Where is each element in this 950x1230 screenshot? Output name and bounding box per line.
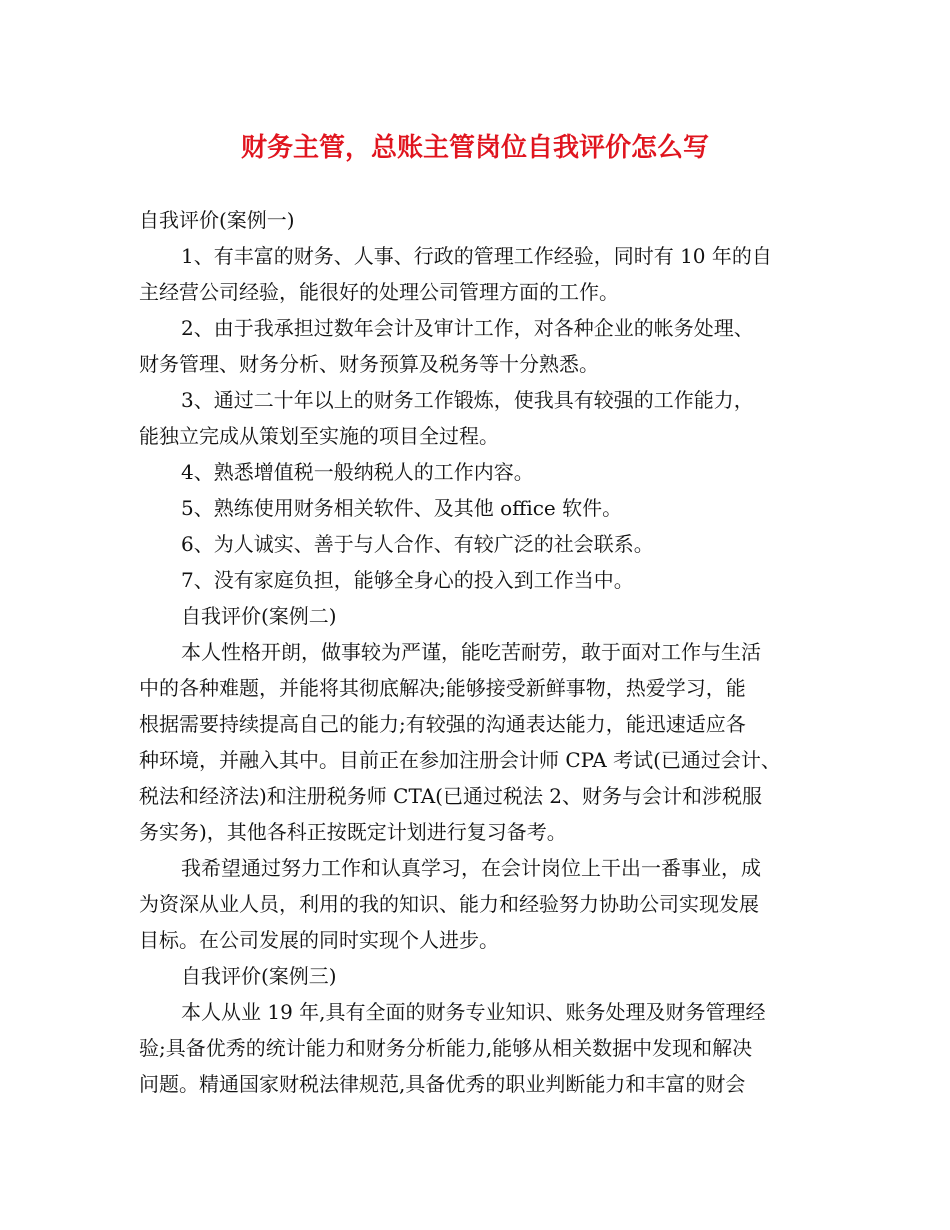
document-line: 3、通过二十年以上的财务工作锻炼，使我具有较强的工作能力， xyxy=(181,388,754,412)
document-line: 能独立完成从策划至实施的项目全过程。 xyxy=(139,424,499,448)
document-line: 中的各种难题，并能将其彻底解决;能够接受新鲜事物，热爱学习，能 xyxy=(139,676,746,700)
document-line: 种环境，并融入其中。目前正在参加注册会计师 CPA 考试(已通过会计、 xyxy=(139,748,781,772)
document-line: 本人性格开朗，做事较为严谨，能吃苦耐劳，敢于面对工作与生活 xyxy=(181,640,761,664)
document-line: 自我评价(案例二) xyxy=(181,604,337,628)
document-line: 1、有丰富的财务、人事、行政的管理工作经验，同时有 10 年的自 xyxy=(181,244,772,268)
document-line: 本人从业 19 年,具有全面的财务专业知识、账务处理及财务管理经 xyxy=(181,1000,766,1024)
document-line: 自我评价(案例三) xyxy=(181,964,337,988)
document-line: 主经营公司经验，能很好的处理公司管理方面的工作。 xyxy=(139,280,619,304)
document-line: 为资深从业人员，利用的我的知识、能力和经验努力协助公司实现发展 xyxy=(139,892,759,916)
document-body xyxy=(139,202,825,1102)
document-line: 5、熟练使用财务相关软件、及其他 office 软件。 xyxy=(181,496,623,520)
document-line: 2、由于我承担过数年会计及审计工作，对各种企业的帐务处理、 xyxy=(181,316,754,340)
document-line: 7、没有家庭负担，能够全身心的投入到工作当中。 xyxy=(181,568,634,592)
document-title: 财务主管，总账主管岗位自我评价怎么写 xyxy=(240,133,709,163)
document-line: 6、为人诚实、善于与人合作、有较广泛的社会联系。 xyxy=(181,532,654,556)
document-line: 4、熟悉增值税一般纳税人的工作内容。 xyxy=(181,460,534,484)
document-line: 根据需要持续提高自己的能力;有较强的沟通表达能力，能迅速适应各 xyxy=(139,712,746,736)
document-line: 问题。精通国家财税法律规范,具备优秀的职业判断能力和丰富的财会 xyxy=(139,1072,746,1096)
document-line: 目标。在公司发展的同时实现个人进步。 xyxy=(139,928,499,952)
document-line: 财务管理、财务分析、财务预算及税务等十分熟悉。 xyxy=(139,352,599,376)
document-line: 我希望通过努力工作和认真学习，在会计岗位上干出一番事业，成 xyxy=(181,856,761,880)
document-line: 自我评价(案例一) xyxy=(139,208,295,232)
document-line: 务实务)，其他各科正按既定计划进行复习备考。 xyxy=(139,820,567,844)
document-line: 税法和经济法)和注册税务师 CTA(已通过税法 2、财务与会计和涉税服 xyxy=(139,784,763,808)
document-line: 验;具备优秀的统计能力和财务分析能力,能够从相关数据中发现和解决 xyxy=(139,1036,753,1060)
